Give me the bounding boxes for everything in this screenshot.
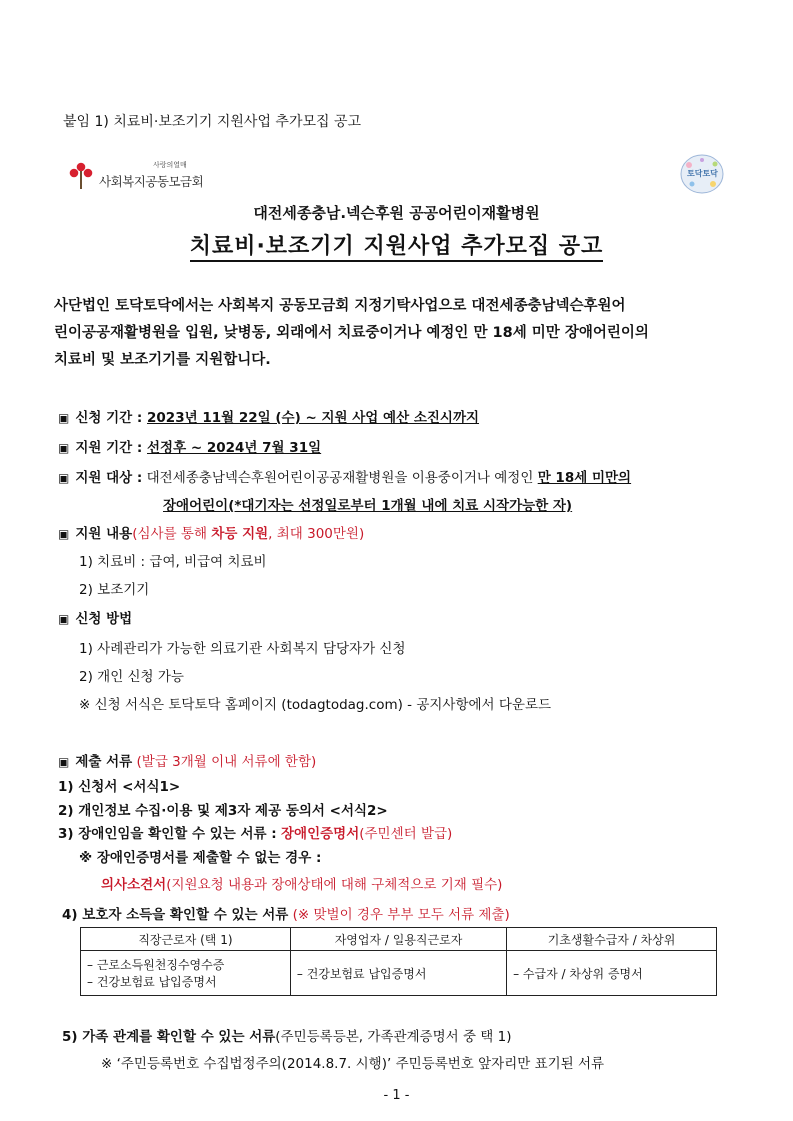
- support-period-value: 선정후 ~ 2024년 7월 31일: [147, 440, 322, 456]
- application-method-row: [58, 607, 132, 627]
- doc-item-3-alternative: [101, 873, 502, 893]
- table-cell: – 건강보험료 납입증명서: [290, 951, 506, 996]
- period-value: 2023년 11월 22일 (수) ~ 지원 사업 예산 소진시까지: [147, 410, 480, 426]
- doc-item-4: [62, 903, 510, 923]
- docs-label: 제출 서류: [75, 754, 133, 770]
- doc-item-5-note: (주민등록등본, 가족관계증명서 중 택 1): [275, 1029, 512, 1045]
- disability-certificate: 장애인증명서: [281, 826, 360, 842]
- doc-item-1: 1) 신청서 <서식1>: [58, 779, 181, 795]
- doc-item-3-text: 3) 장애인임을 확인할 수 있는 서류 :: [58, 826, 277, 842]
- intro-line: 린이공공재활병원을 입원, 낮병동, 외래에서 치료중이거나 예정인 만 18세 미만 장애어린이의: [54, 325, 649, 341]
- doc-item-4-note: (※ 맞벌이 경우 부부 모두 서류 제출): [292, 907, 510, 923]
- intro-paragraph: [54, 293, 754, 374]
- doc-item-2: 2) 개인정보 수집·이용 및 제3자 제공 동의서 <서식2>: [58, 803, 388, 819]
- doctor-opinion-note: (지원요청 내용과 장애상태에 대해 구체적으로 기재 필수): [166, 877, 503, 893]
- table-cell-line: – 근로소득원천징수영수증: [87, 958, 225, 972]
- method-item: 2) 개인 신청 가능: [79, 669, 184, 685]
- doc-item-4-text: 4) 보호자 소득을 확인할 수 있는 서류: [62, 907, 289, 923]
- docs-label-note: (발급 3개월 이내 서류에 한함): [136, 754, 317, 770]
- doc-item-3-note: ※ 장애인증명서를 제출할 수 없는 경우 :: [79, 850, 322, 866]
- doc-item-5: [62, 1025, 512, 1045]
- love-fruit-icon: [68, 161, 94, 191]
- page-number: - 1 -: [383, 1088, 410, 1103]
- logo-tagline: 사랑의열매: [153, 161, 187, 169]
- page-title-text: 치료비·보조기기 지원사업 추가모집 공고: [190, 234, 604, 262]
- income-docs-table: [80, 927, 717, 996]
- table-cell-line: – 건강보험료 납입증명서: [87, 975, 217, 989]
- intro-line: 사단법인 토닥토닥에서는 사회복지 공동모금회 지정기탁사업으로 대전세종충남넥슨후원어: [54, 298, 626, 314]
- doc-item-3: [58, 822, 452, 842]
- doctor-opinion: 의사소견서: [101, 877, 167, 893]
- community-chest-logo: [68, 160, 208, 192]
- method-item: 1) 사례관리가 가능한 의료기관 사회복지 담당자가 신청: [79, 641, 406, 657]
- page-title: [0, 229, 793, 260]
- table-cell: – 수급자 / 차상위 증명서: [507, 951, 717, 996]
- content-item: 2) 보조기기: [79, 582, 150, 598]
- todagtodag-logo-text: 토닥토닥: [687, 169, 718, 178]
- table-header: 직장근로자 (택 1): [81, 928, 291, 951]
- checkbox-bullet-icon: ▣: [58, 612, 70, 626]
- method-label: 신청 방법: [75, 611, 133, 627]
- checkbox-bullet-icon: ▣: [58, 755, 70, 769]
- table-header: 자영업자 / 일용직근로자: [290, 928, 506, 951]
- todagtodag-logo: [678, 153, 726, 195]
- intro-line: 치료비 및 보조기기를 지원합니다.: [54, 352, 271, 368]
- checkbox-bullet-icon: ▣: [58, 441, 70, 455]
- doc-item-5-text: 5) 가족 관계를 확인할 수 있는 서류: [62, 1029, 276, 1045]
- application-period-row: [58, 406, 479, 426]
- logo-name: 사회복지공동모금회: [99, 174, 204, 189]
- subtitle: 대전세종충남.넥슨후원 공공어린이재활병원: [253, 204, 540, 222]
- checkbox-bullet-icon: ▣: [58, 527, 70, 541]
- content-note-emphasis: 차등 지원: [211, 526, 269, 542]
- content-note: (심사를 통해: [132, 526, 207, 542]
- target-value-cont: 장애어린이(*대기자는 선정일로부터 1개월 내에 치료 시작가능한 자): [163, 498, 573, 514]
- table-header: 기초생활수급자 / 차상위: [507, 928, 717, 951]
- table-cell: [81, 951, 291, 996]
- support-target-row: [58, 466, 631, 486]
- doc-item-5-footnote: ※ ‘주민등록번호 수집법정주의(2014.8.7. 시행)’ 주민등록번호 앞자리만 표기된 서류: [101, 1056, 605, 1072]
- content-item: 1) 치료비 : 급여, 비급여 치료비: [79, 554, 267, 570]
- target-value: 대전세종충남넥슨후원어린이공공재활병원을 이용중이거나 예정인: [146, 470, 534, 486]
- support-content-row: [58, 522, 364, 542]
- checkbox-bullet-icon: ▣: [58, 411, 70, 425]
- target-label: 지원 대상 :: [75, 470, 143, 486]
- table-header-row: [81, 928, 717, 951]
- target-age: 만 18세 미만의: [537, 470, 632, 486]
- method-note: ※ 신청 서식은 토닥토닥 홈페이지 (todagtodag.com) - 공지사항에서 다운로드: [79, 697, 552, 713]
- doc-item-3-issuer: (주민센터 발급): [359, 826, 453, 842]
- attachment-label: 붙임 1) 치료비·보조기기 지원사업 추가모집 공고: [63, 114, 362, 130]
- support-period-row: [58, 436, 321, 456]
- required-docs-row: [58, 750, 316, 770]
- content-label: 지원 내용: [75, 526, 133, 542]
- content-note-end: , 최대 300만원): [268, 526, 365, 542]
- support-period-label: 지원 기간 :: [75, 440, 143, 456]
- table-row: [81, 951, 717, 996]
- period-label: 신청 기간 :: [75, 410, 143, 426]
- checkbox-bullet-icon: ▣: [58, 471, 70, 485]
